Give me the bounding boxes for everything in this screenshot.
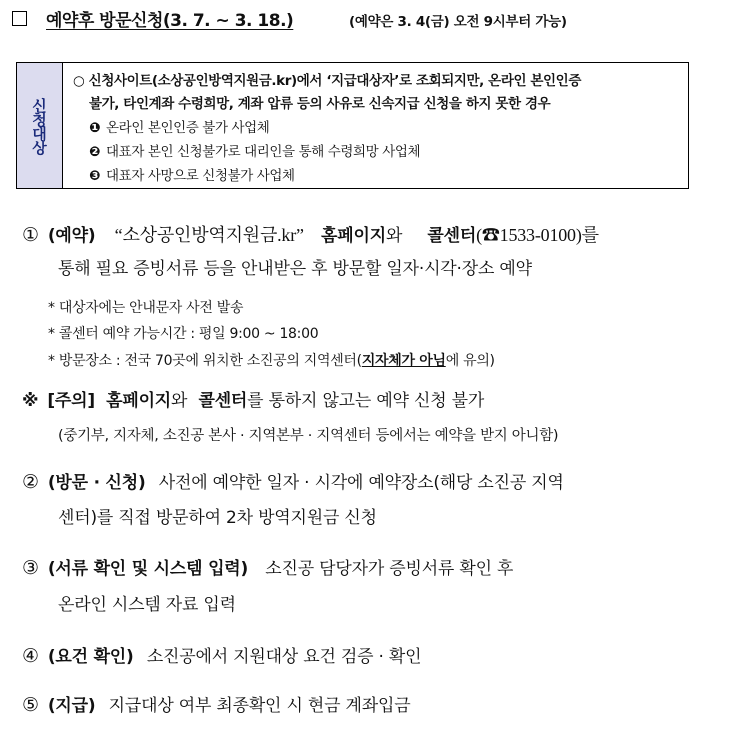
step-number: ③ [22, 557, 39, 579]
step-5 [22, 691, 410, 716]
phone-number: (☎1533-0100)를 [476, 225, 599, 245]
eligibility-label: 신청대상 [30, 97, 48, 154]
step-3-line2: 온라인 시스템 자료 입력 [58, 595, 236, 615]
step-3 [22, 554, 513, 579]
step-2 [22, 468, 564, 493]
step-1-note-2: * 콜센터 예약 가능시간 : 평일 9:00 ~ 18:00 [48, 326, 319, 342]
conjunction: 와 [385, 226, 403, 246]
reservation-start-note: (예약은 3. 4(금) 오전 9시부터 가능) [349, 14, 567, 30]
site-name: “소상공인방역지원금.kr” [114, 225, 304, 245]
callcenter-label: 콜센터 [198, 391, 248, 411]
eligibility-item-3 [89, 164, 295, 184]
eligibility-intro-line2: 불가, 타인계좌 수령희망, 계좌 압류 등의 사유로 신속지급 신청을 하지 못한 경우 [89, 96, 551, 112]
callcenter-label: 콜센터 [427, 226, 477, 246]
eligibility-item-2 [89, 140, 420, 160]
conjunction: 와 [171, 391, 188, 411]
step-2-line2: 센터)를 직접 방문하여 2차 방역지원금 신청 [58, 508, 377, 528]
caution-text: 를 통하지 않고는 예약 신청 불가 [247, 391, 485, 411]
eligibility-box [16, 62, 689, 189]
step-number: ② [22, 471, 39, 493]
eligibility-label-cell [17, 63, 63, 188]
caution-mark: ※ [22, 391, 39, 411]
step-title: (서류 확인 및 시스템 입력) [47, 559, 249, 579]
step-title: (지급) [47, 696, 96, 716]
step-number: ① [22, 224, 39, 246]
homepage-label: 홈페이지 [321, 226, 386, 246]
caution-line [22, 386, 484, 411]
step-title: (예약) [47, 226, 96, 246]
eligibility-intro-line1: ○ 신청사이트(소상공인방역지원금.kr)에서 ‘지급대상자’로 조회되지만, 온라인 본인인증 [73, 73, 581, 89]
step-text: 소진공에서 지원대상 요건 검증 · 확인 [146, 647, 422, 667]
step-number: ④ [22, 645, 39, 667]
step-1-line2: 통해 필요 증빙서류 등을 안내받은 후 방문할 일자·시각·장소 예약 [58, 259, 532, 279]
eligibility-item-text: 대표자 사망으로 신청불가 사업체 [106, 168, 295, 184]
item-number-icon: ❷ [89, 144, 101, 160]
step-text: 소진공 담당자가 증빙서류 확인 후 [265, 559, 514, 579]
step-title: (방문 · 신청) [47, 473, 146, 493]
caution-subnote: (중기부, 지자체, 소진공 본사 · 지역본부 · 지역센터 등에서는 예약을 받지 아니함) [58, 428, 559, 444]
step-1-note-1: * 대상자에는 안내문자 사전 발송 [48, 300, 244, 316]
homepage-label: 홈페이지 [106, 391, 172, 411]
step-4 [22, 642, 421, 667]
step-text: 지급대상 여부 최종확인 시 현금 계좌입금 [108, 696, 411, 716]
caution-label: [주의] [47, 391, 95, 411]
note-text: 에 유의) [445, 353, 495, 369]
item-number-icon: ❸ [89, 168, 101, 184]
step-text: 사전에 예약한 일자 · 시각에 예약장소(해당 소진공 지역 [158, 473, 564, 493]
note-text: * 방문장소 : 전국 70곳에 위치한 소진공의 지역센터( [48, 353, 362, 369]
step-1 [22, 221, 599, 247]
emphasis-text: 지자체가 아님 [361, 353, 446, 369]
page-title: 예약후 방문신청(3. 7. ~ 3. 18.) [46, 11, 294, 31]
eligibility-item-text: 대표자 본인 신청불가로 대리인을 통해 수령희망 사업체 [106, 144, 421, 160]
step-1-note-3 [48, 350, 495, 370]
eligibility-item-1 [89, 116, 269, 136]
item-number-icon: ❶ [89, 120, 101, 136]
step-number: ⑤ [22, 694, 39, 716]
eligibility-item-text: 온라인 본인인증 불가 사업체 [106, 120, 270, 136]
header-checkbox [12, 11, 27, 26]
step-title: (요건 확인) [47, 647, 134, 667]
